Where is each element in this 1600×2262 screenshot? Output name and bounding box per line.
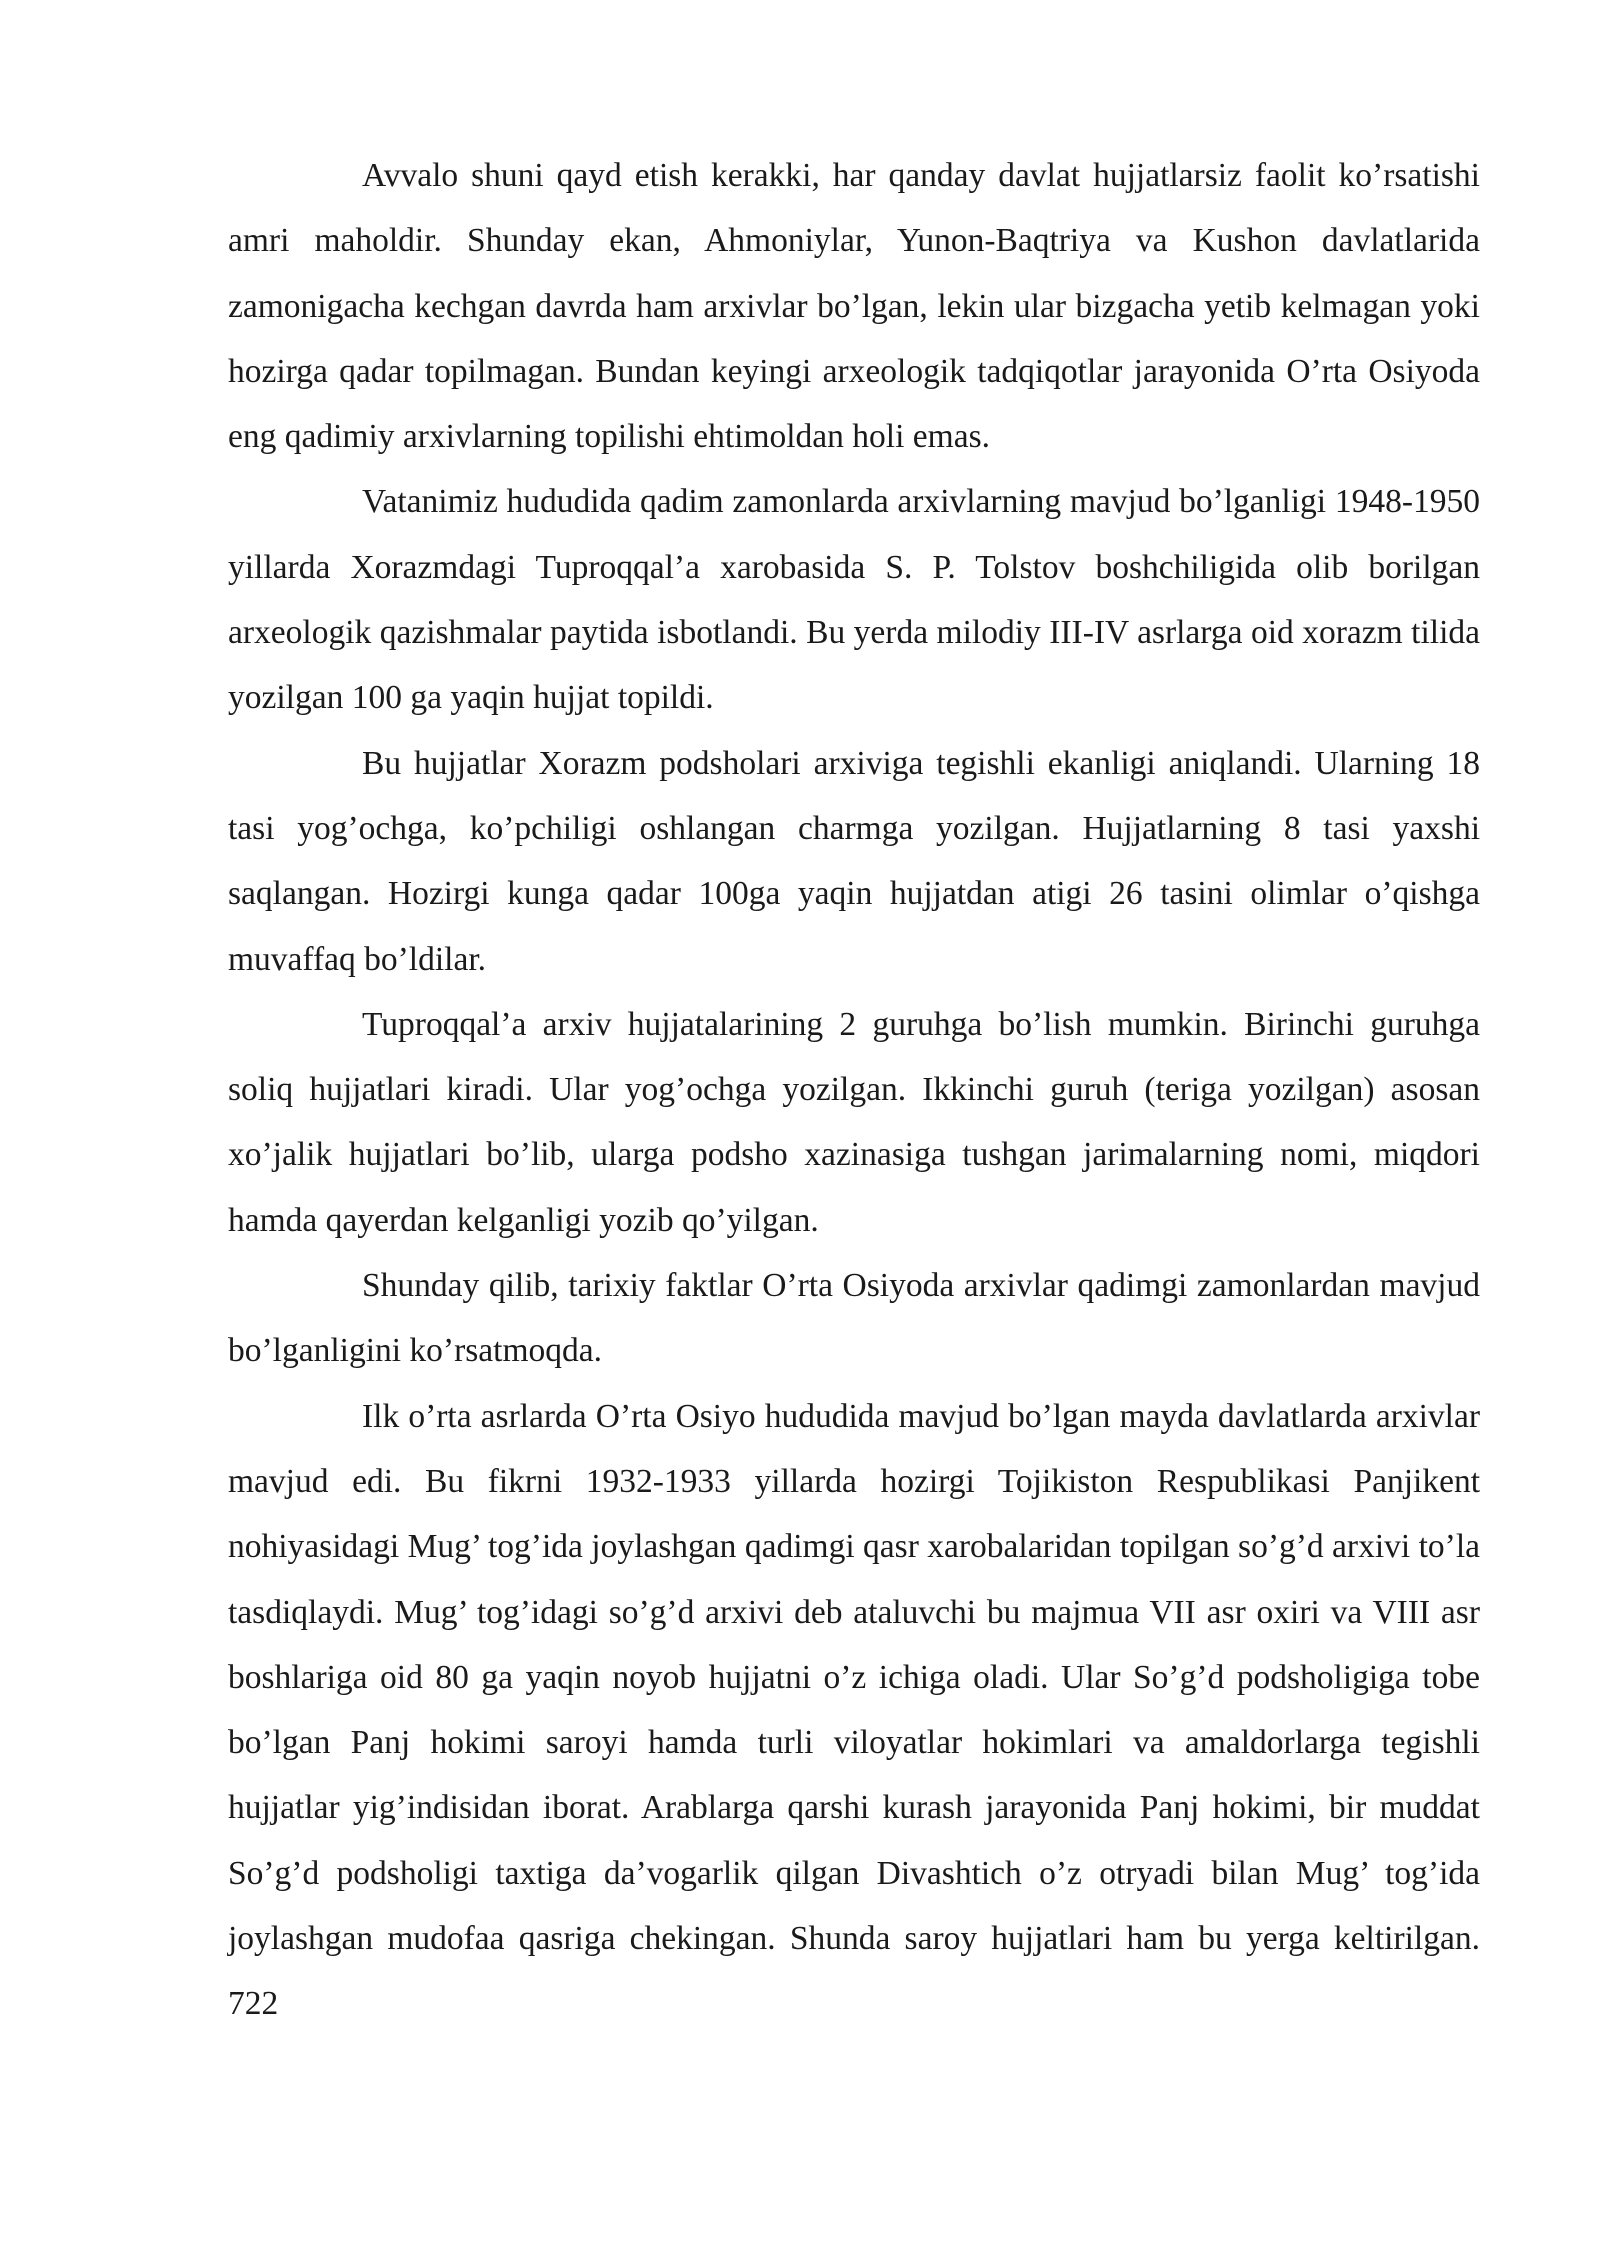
document-body: [228, 143, 1480, 2037]
paragraph: Tuproqqal’a arxiv hujjatalarining 2 guruhga bo’lish mumkin. Birinchi guruhga soliq hujjatlari kiradi. Ular yog’ochga yozilgan. Ikkinchi guruh (teriga yozilgan) asosan xo’jalik hujjatlari bo’lib, ularga podsho xazinasiga tushgan jarimalarning nomi, miqdori hamda qayerdan kelganligi yozib qo’yilgan.: [228, 1005, 1480, 1239]
paragraph: Avvalo shuni qayd etish kerakki, har qanday davlat hujjatlarsiz faolit ko’rsatishi amri maholdir. Shunday ekan, Ahmoniylar, Yunon-Baqtriya va Kushon davlatlarida zamonigacha kechgan davrda ham arxivlar bo’lgan, lekin ular bizgacha yetib kelmagan yoki hozirga qadar topilmagan. Bundan keyingi arxeologik tadqiqotlar jarayonida O’rta Osiyoda eng qadimiy arxivlarning topilishi ehtimoldan holi emas.: [228, 157, 1480, 456]
paragraph: Vatanimiz hududida qadim zamonlarda arxivlarning mavjud bo’lganligi 1948-1950 yillarda Xorazmdagi Tuproqqal’a xarobasida S. P. Tolstov boshchiligida olib borilgan arxeologik qazishmalar paytida isbotlandi. Bu yerda milodiy III-IV asrlarga oid xorazm tilida yozilgan 100 ga yaqin hujjat topildi.: [228, 483, 1480, 717]
paragraph: Bu hujjatlar Xorazm podsholari arxiviga tegishli ekanligi aniqlandi. Ularning 18 tasi yog’ochga, ko’pchiligi oshlangan charmga yozilgan. Hujjatlarning 8 tasi yaxshi saqlangan. Hozirgi kunga qadar 100ga yaqin hujjatdan atigi 26 tasini olimlar o’qishga muvaffaq bo’ldilar.: [228, 744, 1480, 978]
paragraph: Shunday qilib, tarixiy faktlar O’rta Osiyoda arxivlar qadimgi zamonlardan mavjud bo’lganligini ko’rsatmoqda.: [228, 1267, 1480, 1370]
paragraph: Ilk o’rta asrlarda O’rta Osiyo hududida mavjud bo’lgan mayda davlatlarda arxivlar mavjud edi. Bu fikrni 1932-1933 yillarda hozirgi Tojikiston Respublikasi Panjikent nohiyasidagi Mug’ tog’ida joylashgan qadimgi qasr xarobalaridan topilgan so’g’d arxivi to’la tasdiqlaydi. Mug’ tog’idagi so’g’d arxivi deb ataluvchi bu majmua VII asr oxiri va VIII asr boshlariga oid 80 ga yaqin noyob hujjatni o’z ichiga oladi. Ular So’g’d podsholigiga tobe bo’lgan Panj hokimi saroyi hamda turli viloyatlar hokimlari va amaldorlarga tegishli hujjatlar yig’indisidan iborat. Arablarga qarshi kurash jarayonida Panj hokimi, bir muddat So’g’d podsholigi taxtiga da’vogarlik qilgan Divashtich o’z otryadi bilan Mug’ tog’ida joylashgan mudofaa qasriga chekingan. Shunda saroy hujjatlari ham bu yerga keltirilgan. 722: [228, 1397, 1480, 2023]
